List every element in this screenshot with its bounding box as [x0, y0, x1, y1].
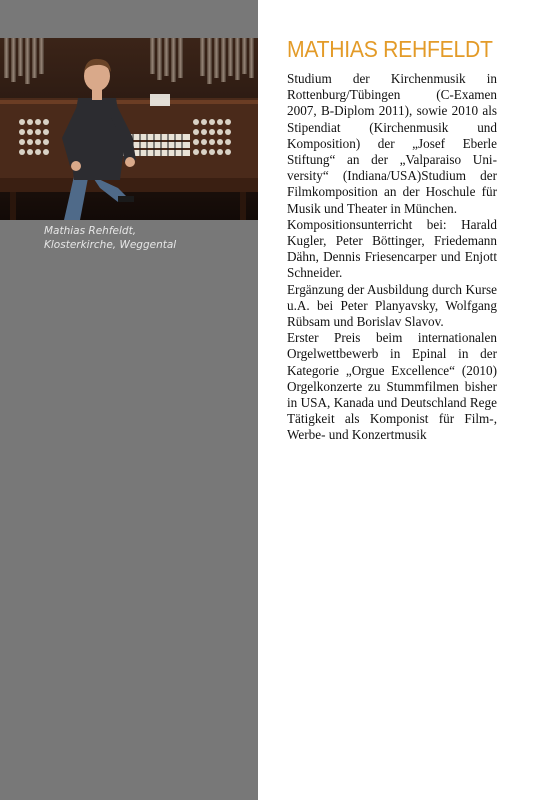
content-column — [287, 36, 497, 444]
bio-paragraph-education: Studium der Kirchenmusik in Rottenburg/Tübingen (C-Examen 2007, B-Diplom 2011), sowie 2010 als Stipendiat (Kirchenmusik und Komposition) der „Josef Eberle Stiftung“ an der „Valparaiso University“ (Indiana/USA)Studium der Filmkomposition an der Hoschule für Musik und Theater in München. — [287, 71, 497, 216]
bio-paragraph-further-training: Ergänzung der Ausbildung durch Kurse u.A. bei Peter Planyavsky, Wolfgang Rübsam und Borislav Slavov. — [287, 281, 497, 330]
bio-paragraph-awards: Erster Preis beim internationalen Orgelwettbewerb in Epinal in der Kategorie „Orgue Excellence“ (2010) Orgelkonzerte zu Stummfilmen bisher in USA, Kanada und Deutschland Rege Tätigkeit als Komponist für Film-, Werbe- und Konzertmusik — [287, 330, 497, 443]
left-sidebar — [0, 0, 258, 800]
bio-paragraph-composition-teachers: Kompositionsunterricht bei: Harald Kugler, Peter Böttinger, Friedemann Dähn, Dennis Friesencarper und Enjott Schneider. — [287, 216, 497, 281]
page-title: MATHIAS REHFELDT — [287, 36, 493, 62]
portrait-photo — [0, 38, 258, 220]
organ-photo-illustration — [0, 38, 258, 220]
caption-line-location: Klosterkirche, Weggental — [44, 239, 177, 251]
biography — [287, 71, 497, 444]
caption-line-name: Mathias Rehfeldt, — [44, 225, 137, 237]
photo-caption — [44, 224, 254, 252]
